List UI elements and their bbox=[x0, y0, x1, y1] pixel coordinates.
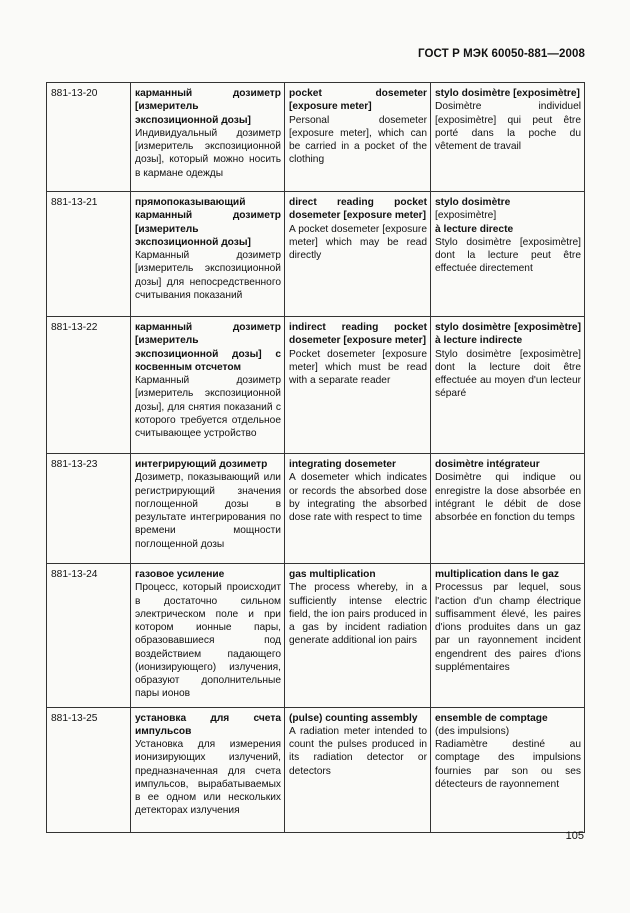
russian-term: прямопоказывающий карманный дозиметр [измеритель экспозиционной дозы] bbox=[135, 197, 281, 248]
french-term: stylo dosimètre bbox=[435, 197, 511, 208]
english-definition: The process whereby, in a sufficiently intense electric field, the ion pairs produced in a gas by incident radiation generate additional ion pairs bbox=[289, 582, 427, 647]
french-term: multiplication dans le gaz bbox=[435, 569, 559, 580]
terms-table bbox=[46, 82, 585, 833]
russian-definition: Карманный дозиметр [измеритель экспозиционной дозы], для снятия показаний с которого требуется отдельное считывающее устройство bbox=[135, 375, 281, 439]
english-term: direct reading pocket dosemeter [exposure meter] bbox=[289, 197, 427, 222]
table-row bbox=[47, 83, 585, 192]
table-row bbox=[47, 707, 585, 832]
english-cell bbox=[285, 192, 431, 317]
term-number: 881-13-21 bbox=[47, 192, 131, 317]
russian-cell bbox=[131, 83, 285, 192]
russian-cell bbox=[131, 192, 285, 317]
russian-definition: Карманный дозиметр [измеритель экспозиционной дозы] для непосредственного считывания показаний bbox=[135, 250, 281, 301]
russian-term: интегрирующий дозиметр bbox=[135, 459, 268, 470]
french-cell bbox=[431, 192, 585, 317]
french-definition: Radiamètre destiné au comptage des impulsions fournies par son ou ses détecteurs de rayonnement bbox=[435, 739, 581, 790]
french-cell bbox=[431, 83, 585, 192]
english-cell bbox=[285, 564, 431, 708]
russian-definition: Процесс, который происходит в достаточно сильном электрическом поле и при котором ионные пары, образовавшиеся под воздействием падающего (ионизирующего) излучения, образуют дополнительные пары ионов bbox=[135, 582, 281, 700]
french-definition: Stylo dosimètre [exposimètre] dont la lecture doit être effectuée au moyen d'un lecteur séparé bbox=[435, 348, 581, 400]
english-term: indirect reading pocket dosemeter [exposure meter] bbox=[289, 322, 427, 347]
russian-term: карманный дозиметр [измеритель экспозиционной дозы] bbox=[135, 88, 281, 126]
french-cell bbox=[431, 707, 585, 832]
french-term-note: (des impulsions) bbox=[435, 725, 510, 737]
french-cell bbox=[431, 454, 585, 564]
english-definition: A dosemeter which indicates or records the absorbed dose by integrating the absorbed dose rate with respect to time bbox=[289, 472, 427, 523]
russian-cell bbox=[131, 707, 285, 832]
russian-term: установка для счета импульсов bbox=[135, 712, 281, 737]
french-term-note: [exposimètre] bbox=[435, 210, 497, 222]
english-definition: A pocket dosemeter [exposure meter] which may be read directly bbox=[289, 223, 427, 261]
french-definition: Processus par lequel, sous l'action d'un champ électrique suffisamment élevé, les paires d'ions produites dans un gaz par un rayonnement incident engendrent des paires d'ions supplémentaires bbox=[435, 582, 581, 673]
french-term: stylo dosimètre [exposimètre] à lecture indirecte bbox=[435, 322, 581, 347]
english-cell bbox=[285, 707, 431, 832]
russian-cell bbox=[131, 454, 285, 564]
english-cell bbox=[285, 83, 431, 192]
english-term: pocket dosemeter [exposure meter] bbox=[289, 88, 427, 113]
term-number: 881-13-23 bbox=[47, 454, 131, 564]
english-term: integrating dosemeter bbox=[289, 459, 396, 470]
english-cell bbox=[285, 454, 431, 564]
english-cell bbox=[285, 317, 431, 454]
russian-term: газовое усиление bbox=[135, 569, 225, 580]
russian-cell bbox=[131, 317, 285, 454]
document-header: ГОСТ Р МЭК 60050-881—2008 bbox=[418, 48, 585, 60]
term-number: 881-13-22 bbox=[47, 317, 131, 454]
french-term: ensemble de comptage bbox=[435, 712, 548, 724]
table-row bbox=[47, 454, 585, 564]
russian-definition: Установка для измерения ионизирующих излучений, предназначенная для счета импульсов, вырабатываемых в ее одном или нескольких детекторах излучения bbox=[135, 739, 281, 817]
french-cell bbox=[431, 564, 585, 708]
russian-definition: Индивидуальный дозиметр [измеритель экспозиционной дозы], который можно носить в кармане одежды bbox=[135, 127, 281, 179]
page-number: 105 bbox=[565, 830, 584, 842]
english-definition: A radiation meter intended to count the pulses produced in its radiation detector or detectors bbox=[289, 725, 427, 777]
french-definition: Dosimètre qui indique ou enregistre la dose absorbée en intégrant le débit de dose absorbée en fonction du temps bbox=[435, 472, 581, 523]
french-term-continued: à lecture directe bbox=[435, 223, 514, 235]
term-number: 881-13-25 bbox=[47, 707, 131, 832]
english-definition: Pocket dosemeter [exposure meter] which must be read with a separate reader bbox=[289, 348, 427, 386]
english-term: gas multiplication bbox=[289, 569, 376, 580]
russian-definition: Дозиметр, показывающий или регистрирующий значения поглощенной дозы в результате интегрирования по времени мощности поглощенной дозы bbox=[135, 472, 281, 550]
table-row bbox=[47, 192, 585, 317]
russian-term: карманный дозиметр [измеритель экспозиционной дозы] с косвенным отсчетом bbox=[135, 322, 281, 373]
table-row bbox=[47, 317, 585, 454]
french-cell bbox=[431, 317, 585, 454]
french-term: dosimètre intégrateur bbox=[435, 459, 540, 470]
table-row bbox=[47, 564, 585, 708]
english-definition: Personal dosemeter [exposure meter], which can be carried in a pocket of the clothing bbox=[289, 114, 427, 166]
french-definition: Stylo dosimètre [exposimètre] dont la lecture peut être effectuée directement bbox=[435, 236, 581, 275]
russian-cell bbox=[131, 564, 285, 708]
french-definition: Dosimètre individuel [exposimètre] qui peut être porté dans la poche du vêtement de travail bbox=[435, 101, 581, 152]
term-number: 881-13-20 bbox=[47, 83, 131, 192]
english-term: (pulse) counting assembly bbox=[289, 712, 418, 724]
french-term: stylo dosimètre [exposimètre] bbox=[435, 88, 580, 99]
term-number: 881-13-24 bbox=[47, 564, 131, 708]
